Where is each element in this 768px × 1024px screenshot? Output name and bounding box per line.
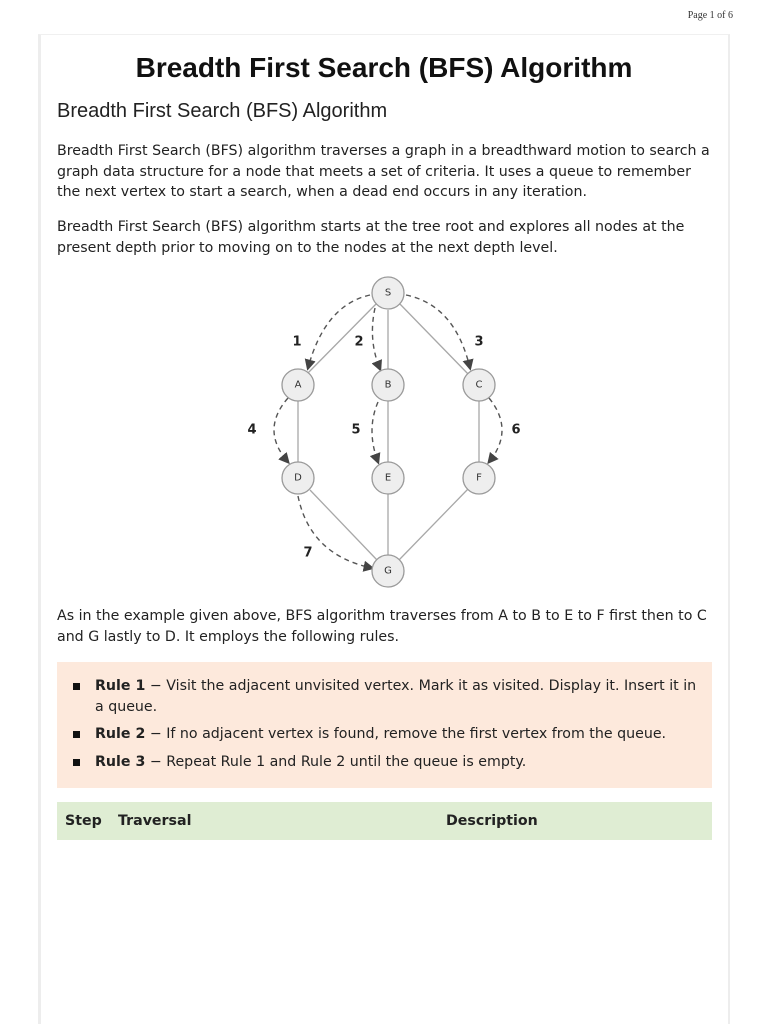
page-title: Breadth First Search (BFS) Algorithm: [135, 52, 633, 83]
node-label: B: [384, 379, 392, 391]
node-label: C: [475, 379, 483, 391]
graph-node-c: [463, 369, 495, 401]
section-heading: Breadth First Search (BFS) Algorithm: [57, 100, 388, 122]
node-label: E: [384, 472, 392, 484]
edge-label-6: 6: [511, 422, 521, 438]
rule-text: − If no adjacent vertex is found, remove the first vertex from the queue.: [145, 726, 667, 742]
column-header-description: Description: [446, 813, 538, 829]
graph-node-f: [463, 462, 495, 494]
rules-callout: [57, 662, 712, 788]
bullet-icon: [73, 683, 80, 690]
bfs-graph-diagram: [230, 270, 530, 590]
graph-node-a: [282, 369, 314, 401]
bullet-icon: [73, 759, 80, 766]
rule-item: [95, 724, 700, 745]
graph-node-d: [282, 462, 314, 494]
edge-label-2: 2: [354, 334, 364, 350]
node-label: F: [476, 472, 482, 484]
column-header-step: Step: [65, 813, 102, 829]
edge-label-4: 4: [247, 422, 257, 438]
traversal-arrow-6: [489, 398, 502, 462]
graph-node-e: [372, 462, 404, 494]
rule-text: − Visit the adjacent unvisited vertex. Mark it as visited. Display it. Insert it in a queue.: [95, 678, 697, 715]
traversal-arrow-5: [372, 402, 378, 462]
rule-item: [95, 676, 700, 717]
rule-name: Rule 1: [95, 678, 146, 694]
intro-paragraph: Breadth First Search (BFS) algorithm traverses a graph in a breadthward motion to search a graph data structure for a node that meets a set of criteria. It uses a queue to remember the next vertex to start a search, when a dead end occurs in any iteration.: [57, 143, 710, 200]
description-paragraph: Breadth First Search (BFS) algorithm starts at the tree root and explores all nodes at the present depth prior to moving on to the nodes at the next depth level.: [57, 219, 685, 256]
edge-label-3: 3: [474, 334, 484, 350]
traversal-arrow-1: [308, 295, 370, 368]
edge-s-c: [398, 302, 470, 376]
page-number: Page 1 of 6: [687, 10, 733, 21]
rules-list: [57, 662, 712, 772]
graph-node-g: [372, 555, 404, 587]
edge-f-g: [399, 489, 468, 560]
traversal-arrow-2: [372, 308, 380, 369]
table-header-row: [57, 802, 712, 840]
traversal-arrow-3: [406, 295, 470, 368]
edge-label-7: 7: [303, 545, 313, 561]
node-label: S: [384, 287, 392, 299]
node-label: A: [294, 379, 302, 391]
example-paragraph: As in the example given above, BFS algorithm traverses from A to B to E to F first then to C and G lastly to D. It employs the following rules.: [57, 608, 707, 645]
rule-item: [95, 752, 700, 773]
rule-text: − Repeat Rule 1 and Rule 2 until the queue is empty.: [145, 753, 527, 770]
traversal-arrow-4: [274, 398, 288, 462]
edge-s-a: [305, 302, 378, 376]
graph-node-b: [372, 369, 404, 401]
edge-d-g: [310, 490, 377, 560]
node-label: G: [384, 565, 392, 577]
column-header-traversal: Traversal: [118, 813, 192, 829]
edge-label-5: 5: [351, 422, 361, 438]
graph-node-s: [372, 277, 404, 309]
node-label: D: [294, 472, 302, 484]
rule-name: Rule 3: [95, 753, 146, 770]
bullet-icon: [73, 731, 80, 738]
edge-label-1: 1: [292, 334, 302, 350]
rule-name: Rule 2: [95, 726, 146, 742]
